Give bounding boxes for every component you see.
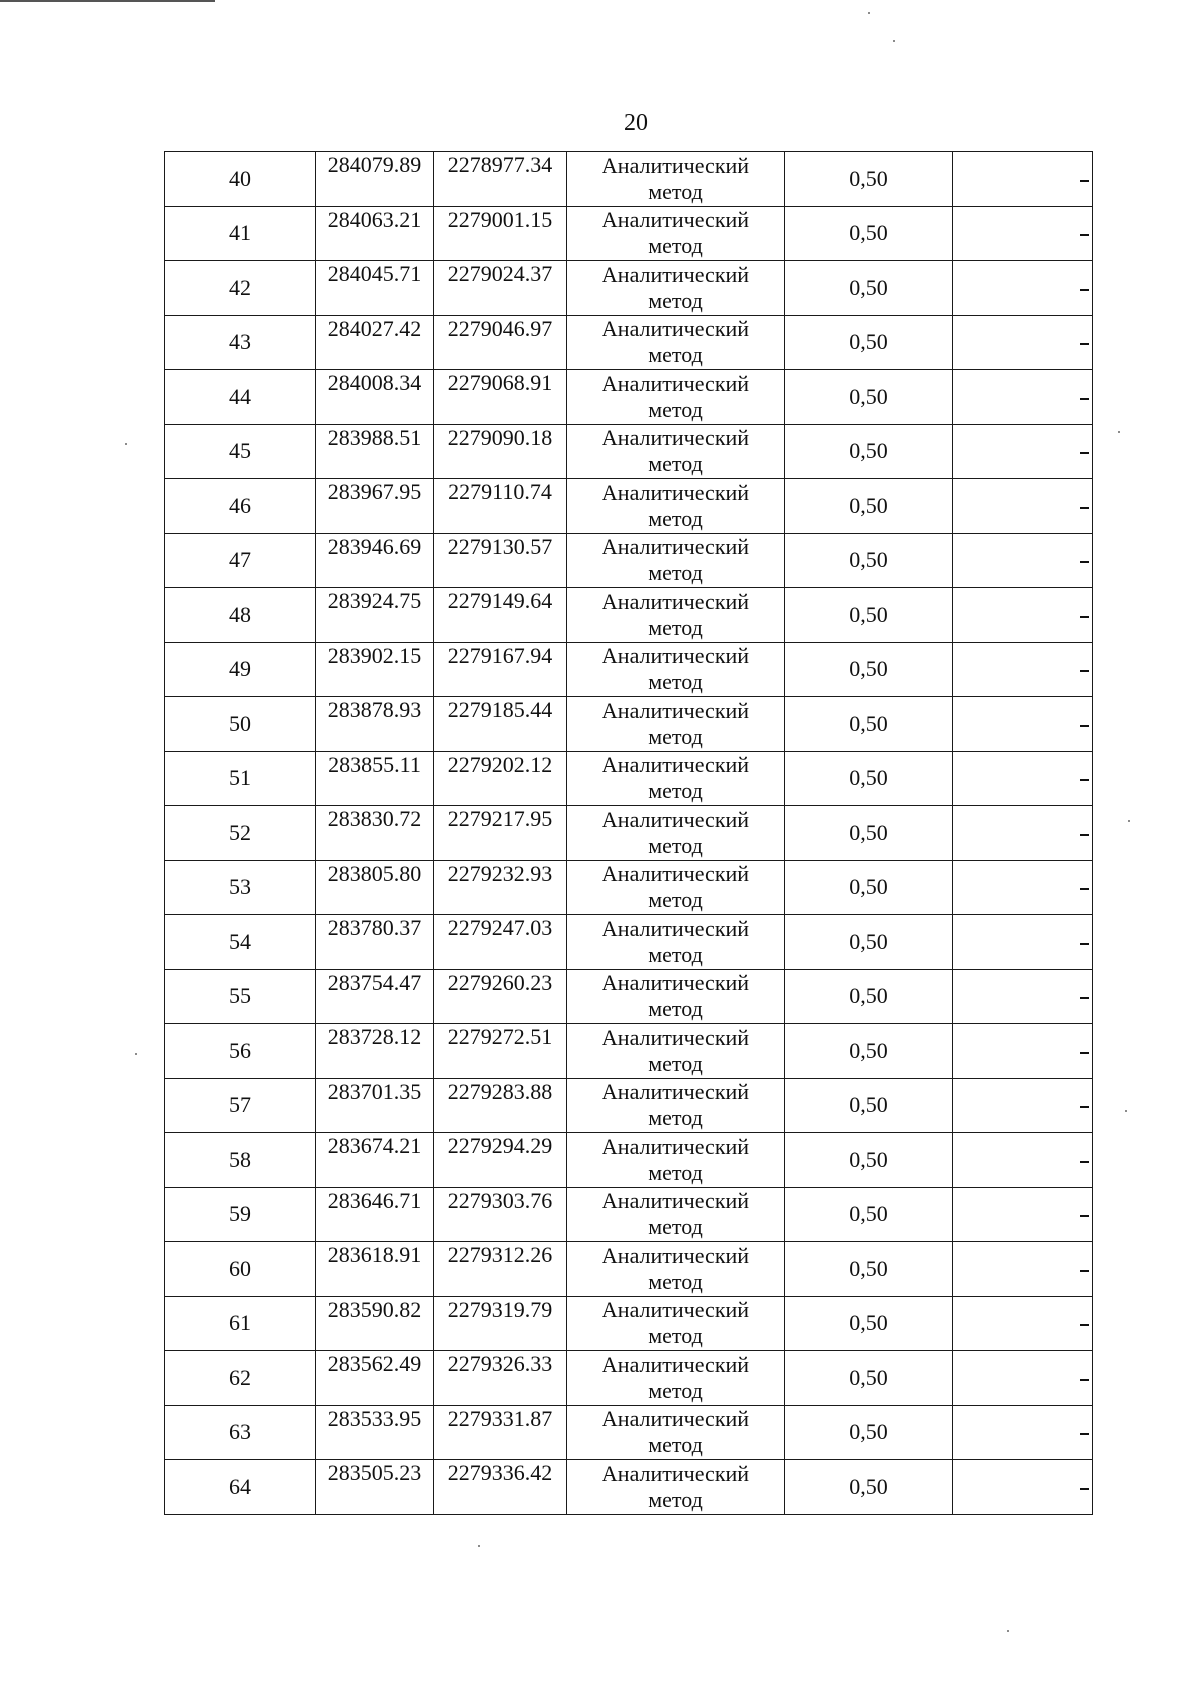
x-coordinate-cell: 283805.80 [316,860,434,915]
accuracy-cell: 0,50 [785,152,953,207]
dash-mark [1080,1052,1089,1054]
x-coordinate-cell: 283780.37 [316,915,434,970]
table-row [165,1460,1093,1515]
y-coordinate-cell: 2279001.15 [434,206,567,261]
note-cell [953,1024,1093,1079]
accuracy-cell: 0,50 [785,370,953,425]
method-cell [567,697,785,752]
dash-mark [1080,507,1089,509]
method-line-1: Аналитический [601,207,750,233]
x-coordinate-cell: 283701.35 [316,1078,434,1133]
scan-speck [1007,1630,1009,1632]
y-coordinate-cell: 2279260.23 [434,969,567,1024]
method-line-1: Аналитический [601,1351,750,1377]
table-row [165,588,1093,643]
table-row [165,1242,1093,1297]
table-row [165,1296,1093,1351]
method-line-1: Аналитический [601,1024,750,1050]
method-line-2: метод [648,396,703,422]
method-line-1: Аналитический [601,752,750,778]
x-coordinate-cell: 283830.72 [316,806,434,861]
x-coordinate-cell: 283902.15 [316,642,434,697]
note-cell [953,1460,1093,1515]
note-cell [953,915,1093,970]
method-line-1: Аналитический [601,1406,750,1432]
x-coordinate-cell: 283505.23 [316,1460,434,1515]
method-cell [567,1242,785,1297]
method-cell [567,1460,785,1515]
point-number-cell: 61 [165,1296,316,1351]
accuracy-cell: 0,50 [785,1078,953,1133]
method-cell [567,1187,785,1242]
x-coordinate-cell: 283946.69 [316,533,434,588]
method-cell [567,860,785,915]
y-coordinate-cell: 2279312.26 [434,1242,567,1297]
note-cell [953,1405,1093,1460]
method-line-2: метод [648,505,703,531]
method-cell [567,1405,785,1460]
method-cell [567,152,785,207]
note-cell [953,642,1093,697]
point-number-cell: 50 [165,697,316,752]
y-coordinate-cell: 2279130.57 [434,533,567,588]
method-line-1: Аналитический [601,152,750,178]
method-line-2: метод [648,778,703,804]
scan-speck [125,443,127,445]
y-coordinate-cell: 2279272.51 [434,1024,567,1079]
table-row [165,860,1093,915]
method-line-2: метод [648,723,703,749]
dash-mark [1080,1379,1089,1381]
dash-mark [1080,1106,1089,1108]
x-coordinate-cell: 283924.75 [316,588,434,643]
scan-speck [478,1545,480,1547]
table-row [165,1187,1093,1242]
scan-speck [1125,1110,1127,1112]
point-number-cell: 52 [165,806,316,861]
accuracy-cell: 0,50 [785,588,953,643]
point-number-cell: 42 [165,261,316,316]
x-coordinate-cell: 283674.21 [316,1133,434,1188]
accuracy-cell: 0,50 [785,1242,953,1297]
y-coordinate-cell: 2279149.64 [434,588,567,643]
table-row [165,1024,1093,1079]
method-line-2: метод [648,451,703,477]
y-coordinate-cell: 2279232.93 [434,860,567,915]
method-line-1: Аналитический [601,697,750,723]
note-cell [953,806,1093,861]
method-cell [567,588,785,643]
method-cell [567,1351,785,1406]
method-line-2: метод [648,887,703,913]
method-line-1: Аналитический [601,370,750,396]
coordinates-table-body [165,152,1093,1515]
y-coordinate-cell: 2279167.94 [434,642,567,697]
method-cell [567,1078,785,1133]
x-coordinate-cell: 283618.91 [316,1242,434,1297]
scan-speck [893,40,895,42]
note-cell [953,1078,1093,1133]
note-cell [953,1242,1093,1297]
x-coordinate-cell: 284079.89 [316,152,434,207]
method-line-2: метод [648,1432,703,1458]
method-line-1: Аналитический [601,534,750,560]
method-line-2: метод [648,1268,703,1294]
scan-speck [135,1053,137,1055]
table-row [165,261,1093,316]
method-line-2: метод [648,941,703,967]
dash-mark [1080,561,1089,563]
method-line-1: Аналитический [601,1242,750,1268]
accuracy-cell: 0,50 [785,424,953,479]
y-coordinate-cell: 2279303.76 [434,1187,567,1242]
method-cell [567,479,785,534]
point-number-cell: 41 [165,206,316,261]
point-number-cell: 51 [165,751,316,806]
accuracy-cell: 0,50 [785,915,953,970]
x-coordinate-cell: 283533.95 [316,1405,434,1460]
method-line-2: метод [648,1377,703,1403]
accuracy-cell: 0,50 [785,533,953,588]
note-cell [953,152,1093,207]
note-cell [953,370,1093,425]
accuracy-cell: 0,50 [785,806,953,861]
dash-mark [1080,1215,1089,1217]
y-coordinate-cell: 2279294.29 [434,1133,567,1188]
method-line-1: Аналитический [601,1079,750,1105]
dash-mark [1080,943,1089,945]
method-line-2: метод [648,1486,703,1512]
note-cell [953,1187,1093,1242]
note-cell [953,479,1093,534]
y-coordinate-cell: 2279247.03 [434,915,567,970]
table-row [165,479,1093,534]
dash-mark [1080,180,1089,182]
point-number-cell: 40 [165,152,316,207]
table-row [165,915,1093,970]
y-coordinate-cell: 2279336.42 [434,1460,567,1515]
accuracy-cell: 0,50 [785,1296,953,1351]
y-coordinate-cell: 2279090.18 [434,424,567,479]
method-cell [567,206,785,261]
note-cell [953,969,1093,1024]
method-line-1: Аналитический [601,425,750,451]
table-row [165,1078,1093,1133]
point-number-cell: 48 [165,588,316,643]
note-cell [953,261,1093,316]
dash-mark [1080,289,1089,291]
method-cell [567,1133,785,1188]
point-number-cell: 47 [165,533,316,588]
y-coordinate-cell: 2279283.88 [434,1078,567,1133]
note-cell [953,1351,1093,1406]
note-cell [953,1133,1093,1188]
x-coordinate-cell: 283646.71 [316,1187,434,1242]
scan-speck [1118,431,1120,433]
method-line-1: Аналитический [601,915,750,941]
dash-mark [1080,779,1089,781]
accuracy-cell: 0,50 [785,479,953,534]
point-number-cell: 43 [165,315,316,370]
accuracy-cell: 0,50 [785,315,953,370]
method-cell [567,315,785,370]
x-coordinate-cell: 283728.12 [316,1024,434,1079]
method-line-1: Аналитический [601,1133,750,1159]
dash-mark [1080,398,1089,400]
table-row [165,533,1093,588]
y-coordinate-cell: 2279202.12 [434,751,567,806]
dash-mark [1080,997,1089,999]
method-cell [567,915,785,970]
accuracy-cell: 0,50 [785,206,953,261]
dash-mark [1080,834,1089,836]
table-row [165,642,1093,697]
note-cell [953,860,1093,915]
point-number-cell: 56 [165,1024,316,1079]
x-coordinate-cell: 283562.49 [316,1351,434,1406]
dash-mark [1080,725,1089,727]
accuracy-cell: 0,50 [785,1133,953,1188]
accuracy-cell: 0,50 [785,261,953,316]
table-row [165,969,1093,1024]
method-line-1: Аналитический [601,970,750,996]
method-cell [567,751,785,806]
note-cell [953,315,1093,370]
x-coordinate-cell: 284045.71 [316,261,434,316]
point-number-cell: 60 [165,1242,316,1297]
y-coordinate-cell: 2279185.44 [434,697,567,752]
x-coordinate-cell: 283988.51 [316,424,434,479]
method-line-1: Аналитический [601,479,750,505]
table-row [165,751,1093,806]
point-number-cell: 64 [165,1460,316,1515]
dash-mark [1080,343,1089,345]
point-number-cell: 45 [165,424,316,479]
method-line-1: Аналитический [601,1297,750,1323]
point-number-cell: 53 [165,860,316,915]
point-number-cell: 44 [165,370,316,425]
y-coordinate-cell: 2279024.37 [434,261,567,316]
dash-mark [1080,616,1089,618]
method-line-1: Аналитический [601,261,750,287]
dash-mark [1080,888,1089,890]
dash-mark [1080,1488,1089,1490]
point-number-cell: 49 [165,642,316,697]
y-coordinate-cell: 2279217.95 [434,806,567,861]
dash-mark [1080,670,1089,672]
page-number: 20 [624,110,648,136]
scan-edge-line [0,0,215,2]
method-line-2: метод [648,342,703,368]
method-line-1: Аналитический [601,1188,750,1214]
x-coordinate-cell: 284063.21 [316,206,434,261]
method-cell [567,424,785,479]
method-cell [567,370,785,425]
dash-mark [1080,452,1089,454]
table-row [165,806,1093,861]
note-cell [953,697,1093,752]
dash-mark [1080,234,1089,236]
method-line-2: метод [648,1323,703,1349]
table-row [165,315,1093,370]
scan-speck [1128,820,1130,822]
x-coordinate-cell: 284008.34 [316,370,434,425]
point-number-cell: 59 [165,1187,316,1242]
dash-mark [1080,1270,1089,1272]
note-cell [953,424,1093,479]
dash-mark [1080,1161,1089,1163]
accuracy-cell: 0,50 [785,1460,953,1515]
accuracy-cell: 0,50 [785,751,953,806]
table-row [165,206,1093,261]
x-coordinate-cell: 283590.82 [316,1296,434,1351]
method-cell [567,261,785,316]
y-coordinate-cell: 2279331.87 [434,1405,567,1460]
y-coordinate-cell: 2279319.79 [434,1296,567,1351]
accuracy-cell: 0,50 [785,1405,953,1460]
accuracy-cell: 0,50 [785,697,953,752]
note-cell [953,588,1093,643]
table-row [165,1405,1093,1460]
method-cell [567,969,785,1024]
table-row [165,697,1093,752]
accuracy-cell: 0,50 [785,642,953,697]
table-row [165,424,1093,479]
method-line-1: Аналитический [601,861,750,887]
method-line-1: Аналитический [601,1460,750,1486]
point-number-cell: 46 [165,479,316,534]
y-coordinate-cell: 2279326.33 [434,1351,567,1406]
accuracy-cell: 0,50 [785,1351,953,1406]
point-number-cell: 62 [165,1351,316,1406]
method-line-2: метод [648,1214,703,1240]
point-number-cell: 55 [165,969,316,1024]
note-cell [953,1296,1093,1351]
x-coordinate-cell: 283855.11 [316,751,434,806]
y-coordinate-cell: 2278977.34 [434,152,567,207]
method-cell [567,806,785,861]
method-cell [567,642,785,697]
point-number-cell: 58 [165,1133,316,1188]
method-line-1: Аналитический [601,588,750,614]
x-coordinate-cell: 283967.95 [316,479,434,534]
method-line-1: Аналитический [601,643,750,669]
note-cell [953,206,1093,261]
method-cell [567,533,785,588]
x-coordinate-cell: 283878.93 [316,697,434,752]
scan-speck [868,12,870,14]
y-coordinate-cell: 2279110.74 [434,479,567,534]
x-coordinate-cell: 283754.47 [316,969,434,1024]
method-line-2: метод [648,560,703,586]
method-line-2: метод [648,233,703,259]
y-coordinate-cell: 2279068.91 [434,370,567,425]
method-cell [567,1024,785,1079]
method-line-2: метод [648,1050,703,1076]
table-row [165,152,1093,207]
method-line-1: Аналитический [601,806,750,832]
point-number-cell: 54 [165,915,316,970]
y-coordinate-cell: 2279046.97 [434,315,567,370]
method-line-2: метод [648,1105,703,1131]
accuracy-cell: 0,50 [785,1024,953,1079]
note-cell [953,533,1093,588]
accuracy-cell: 0,50 [785,969,953,1024]
table-row [165,370,1093,425]
method-line-2: метод [648,178,703,204]
method-line-2: метод [648,1159,703,1185]
accuracy-cell: 0,50 [785,1187,953,1242]
method-line-2: метод [648,832,703,858]
method-cell [567,1296,785,1351]
table-row [165,1351,1093,1406]
point-number-cell: 57 [165,1078,316,1133]
method-line-1: Аналитический [601,316,750,342]
accuracy-cell: 0,50 [785,860,953,915]
dash-mark [1080,1433,1089,1435]
note-cell [953,751,1093,806]
point-number-cell: 63 [165,1405,316,1460]
method-line-2: метод [648,287,703,313]
table-row [165,1133,1093,1188]
dash-mark [1080,1324,1089,1326]
method-line-2: метод [648,669,703,695]
coordinates-table [164,151,1093,1515]
method-line-2: метод [648,996,703,1022]
method-line-2: метод [648,614,703,640]
x-coordinate-cell: 284027.42 [316,315,434,370]
